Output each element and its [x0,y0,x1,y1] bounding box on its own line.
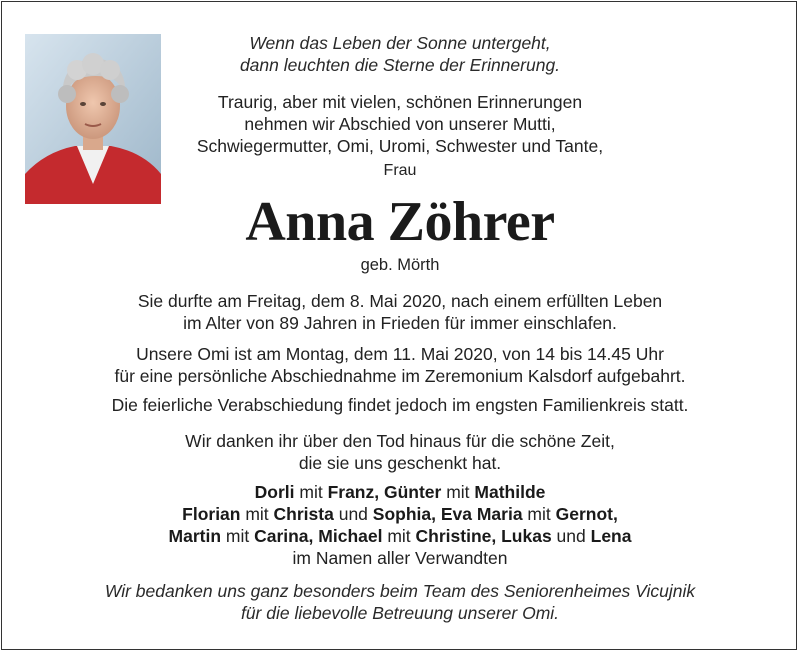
maiden-name: geb. Mörth [360,256,440,274]
mourners-line [100,503,700,525]
farewell-line: Traurig, aber mit vielen, schönen Erinnerungen [217,92,583,112]
opening-quote [100,32,700,76]
quote-line: dann leuchten die Sterne der Erinnerung. [239,55,561,75]
death-notice [100,290,700,334]
connector-word: und [333,504,373,524]
mourner-name: Carina, Michael [254,526,383,546]
thanks-line: Wir danken ihr über den Tod hinaus für die schöne Zeit, [185,431,615,451]
mourner-name: Martin [168,526,222,546]
connector-word: mit [294,482,328,502]
mourners-line [100,481,700,503]
connector-word: mit [382,526,416,546]
mourner-name: Lena [590,526,632,546]
connector-word: mit [522,504,556,524]
quote-line: Wenn das Leben der Sonne untergeht, [249,33,551,53]
deceased-name: Anna Zöhrer [245,191,555,253]
title-prefix: Frau [383,162,417,179]
mourner-name: Christine, Lukas [415,526,552,546]
ceremony-line: Die feierliche Verabschiedung findet jedoch im engsten Familienkreis statt. [111,395,689,415]
farewell-line: nehmen wir Abschied von unserer Mutti, [244,114,556,134]
thanks-line: die sie uns geschenkt hat. [298,453,502,473]
mourner-name: Gernot, [555,504,618,524]
thanks-text [100,430,700,474]
mourner-name: Florian [182,504,241,524]
connector-word: mit [441,482,475,502]
viewing-line: für eine persönliche Abschiednahme im Zeremonium Kalsdorf aufgebahrt. [114,366,686,386]
mourner-name: Sophia, Eva Maria [372,504,523,524]
farewell-line: Schwiegermutter, Omi, Uromi, Schwester und Tante, [196,136,604,156]
closing-line: für die liebevolle Betreuung unserer Omi. [240,603,560,623]
mourners-list [100,481,700,569]
connector-word: und [551,526,591,546]
mourner-name: Dorli [254,482,295,502]
mourners-line: im Namen aller Verwandten [292,548,508,568]
connector-word: mit [221,526,255,546]
mourner-name: Franz, Günter [327,482,442,502]
ceremony-notice [100,394,700,416]
mourner-name: Christa [273,504,334,524]
viewing-line: Unsere Omi ist am Montag, dem 11. Mai 2020, von 14 bis 14.45 Uhr [136,344,664,364]
mourners-line [100,525,700,547]
death-notice-line: im Alter von 89 Jahren in Frieden für immer einschlafen. [183,313,617,333]
connector-word: mit [240,504,274,524]
death-notice-line: Sie durfte am Freitag, dem 8. Mai 2020, nach einem erfüllten Leben [137,291,663,311]
mourner-name: Mathilde [474,482,546,502]
closing-line: Wir bedanken uns ganz besonders beim Team des Seniorenheimes Vicujnik [104,581,696,601]
farewell-text [100,91,700,157]
viewing-notice [100,343,700,387]
closing-thanks [100,580,700,624]
